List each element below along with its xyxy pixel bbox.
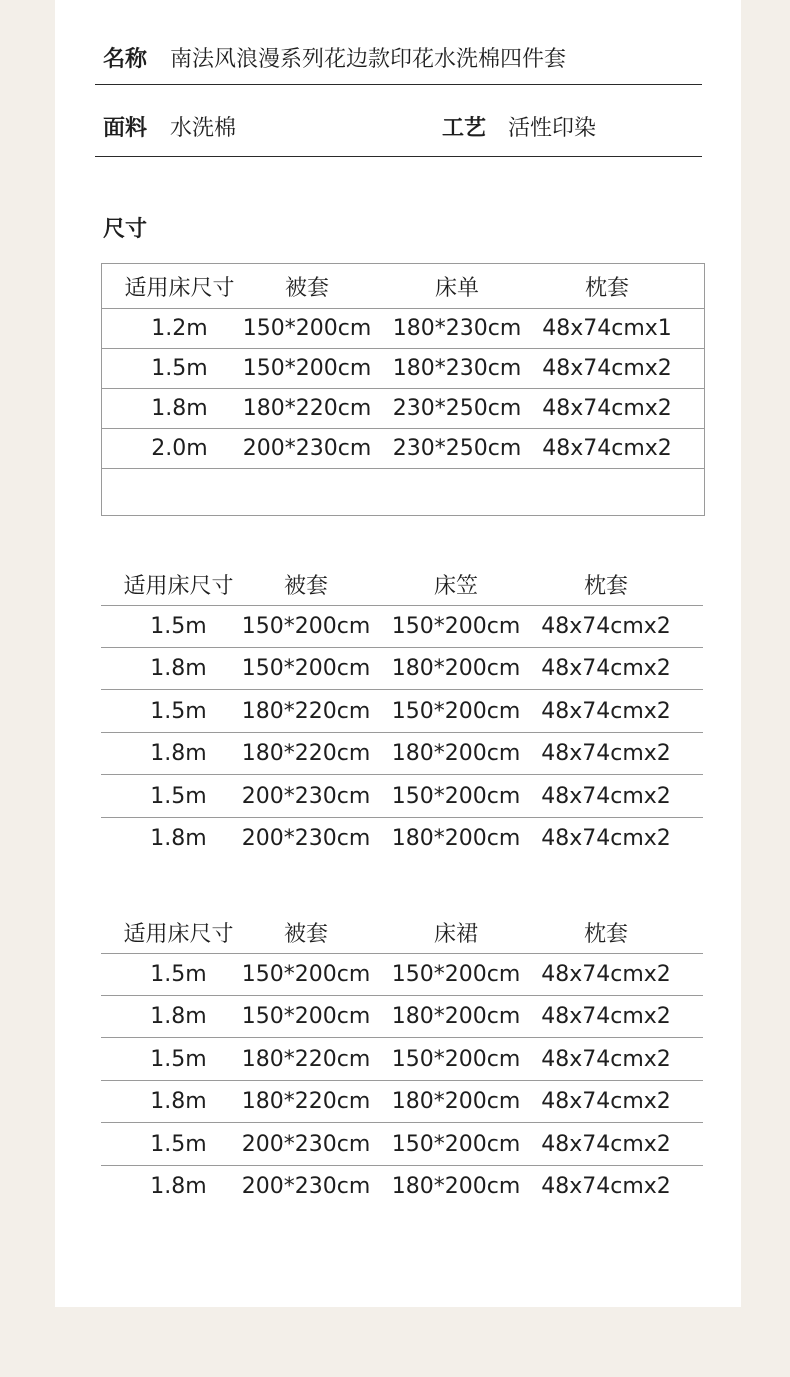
cell-duvet: 180*220cm [241, 1046, 371, 1072]
table-row [101, 1123, 703, 1166]
table-row [101, 818, 703, 858]
table-row [101, 996, 703, 1038]
cell-fitted-sheet: 180*200cm [391, 741, 521, 766]
header-bed-size: 适用床尺寸 [123, 921, 234, 947]
cell-pillowcase: 48x74cmx2 [542, 436, 672, 461]
product-spec-card [55, 0, 741, 1307]
cell-bed-skirt: 180*200cm [391, 1089, 521, 1114]
cell-pillowcase: 48x74cmx2 [542, 356, 672, 381]
cell-pillowcase: 48x74cmx2 [541, 698, 671, 724]
cell-duvet: 150*200cm [241, 656, 371, 681]
cell-bed-size: 1.5m [151, 356, 208, 381]
table-row [101, 733, 703, 775]
cell-pillowcase [532, 469, 682, 515]
cell-duvet: 150*200cm [241, 1004, 371, 1029]
cell-pillowcase: 48x74cmx2 [542, 396, 672, 421]
cell-pillowcase: 48x74cmx2 [541, 825, 671, 851]
cell-bed-size: 1.8m [150, 656, 207, 681]
craft-label: 工艺 [442, 116, 487, 141]
table-row [102, 429, 704, 469]
cell-bed-size: 1.5m [150, 962, 207, 987]
header-pillowcase: 枕套 [584, 275, 629, 301]
table-row [101, 606, 703, 648]
table-row [102, 349, 704, 389]
cell-duvet: 150*200cm [242, 356, 372, 381]
cell-bed-skirt: 150*200cm [391, 1131, 521, 1157]
cell-pillowcase: 48x74cmx2 [541, 1004, 671, 1029]
cell-pillowcase: 48x74cmx2 [541, 656, 671, 681]
cell-sheet: 230*250cm [392, 396, 522, 421]
size-table-fitted-sheet [101, 563, 703, 858]
size-table-bed-skirt [101, 911, 703, 1206]
cell-duvet [232, 469, 382, 515]
cell-bed-size: 1.8m [150, 1004, 207, 1029]
product-name-row [95, 26, 702, 85]
cell-pillowcase: 48x74cmx2 [541, 1089, 671, 1114]
cell-bed-skirt: 150*200cm [391, 1046, 521, 1072]
header-duvet: 被套 [283, 921, 328, 947]
cell-sheet [382, 469, 532, 515]
fabric-value: 水洗棉 [170, 116, 237, 141]
table-row-empty [102, 469, 704, 515]
table-row [101, 1081, 703, 1123]
size-table-sheet [101, 263, 705, 516]
cell-fitted-sheet: 150*200cm [391, 614, 521, 639]
fabric-label: 面料 [103, 116, 148, 141]
cell-duvet: 180*220cm [242, 396, 372, 421]
cell-duvet: 150*200cm [241, 962, 371, 987]
cell-pillowcase: 48x74cmx2 [541, 1046, 671, 1072]
cell-pillowcase: 48x74cmx2 [541, 1131, 671, 1157]
cell-sheet: 230*250cm [392, 436, 522, 461]
cell-bed-skirt: 180*200cm [391, 1173, 521, 1199]
cell-duvet: 150*200cm [241, 614, 371, 639]
table-header [102, 264, 704, 309]
cell-fitted-sheet: 180*200cm [391, 825, 521, 851]
cell-fitted-sheet: 150*200cm [391, 783, 521, 809]
cell-pillowcase: 48x74cmx2 [541, 783, 671, 809]
table-row [101, 648, 703, 690]
cell-pillowcase: 48x74cmx2 [541, 614, 671, 639]
cell-bed-size: 2.0m [151, 436, 208, 461]
cell-bed-size: 1.8m [150, 825, 207, 851]
header-bed-size: 适用床尺寸 [123, 573, 234, 599]
cell-pillowcase: 48x74cmx1 [542, 316, 672, 341]
cell-bed-size: 1.5m [150, 783, 207, 809]
cell-bed-skirt: 180*200cm [391, 1004, 521, 1029]
cell-fitted-sheet: 150*200cm [391, 698, 521, 724]
table-row [102, 389, 704, 429]
cell-pillowcase: 48x74cmx2 [541, 962, 671, 987]
size-section-title: 尺寸 [103, 217, 148, 242]
cell-duvet: 200*230cm [241, 783, 371, 809]
table-row [101, 1038, 703, 1081]
cell-bed-size: 1.5m [150, 614, 207, 639]
cell-duvet: 200*230cm [242, 436, 372, 461]
cell-bed-size: 1.5m [150, 1131, 207, 1157]
craft-value: 活性印染 [508, 116, 597, 141]
header-pillowcase: 枕套 [583, 921, 628, 947]
table-row [101, 954, 703, 996]
table-row [101, 690, 703, 733]
cell-sheet: 180*230cm [392, 316, 522, 341]
cell-duvet: 200*230cm [241, 825, 371, 851]
cell-duvet: 200*230cm [241, 1131, 371, 1157]
table-header [101, 563, 703, 606]
cell-duvet: 180*220cm [241, 698, 371, 724]
header-duvet: 被套 [283, 573, 328, 599]
cell-bed-size: 1.5m [150, 1046, 207, 1072]
cell-duvet: 150*200cm [242, 316, 372, 341]
header-pillowcase: 枕套 [583, 573, 628, 599]
product-name-label: 名称 [103, 47, 148, 72]
cell-sheet: 180*230cm [392, 356, 522, 381]
cell-bed-size: 1.8m [150, 1173, 207, 1199]
table-row [102, 309, 704, 349]
cell-duvet: 200*230cm [241, 1173, 371, 1199]
cell-bed-size: 1.2m [151, 316, 208, 341]
cell-fitted-sheet: 180*200cm [391, 656, 521, 681]
table-row [101, 1166, 703, 1206]
cell-bed-skirt: 150*200cm [391, 962, 521, 987]
cell-duvet: 180*220cm [241, 1089, 371, 1114]
cell-bed-size: 1.8m [150, 741, 207, 766]
cell-pillowcase: 48x74cmx2 [541, 1173, 671, 1199]
material-row [95, 94, 702, 157]
header-bed-size: 适用床尺寸 [124, 275, 235, 301]
header-sheet: 床单 [434, 275, 479, 301]
cell-bed-size: 1.8m [151, 396, 208, 421]
header-duvet: 被套 [284, 275, 329, 301]
product-name-value: 南法风浪漫系列花边款印花水洗棉四件套 [170, 47, 567, 72]
table-row [101, 775, 703, 818]
table-header [101, 911, 703, 954]
cell-bed-size: 1.8m [150, 1089, 207, 1114]
cell-bed-size: 1.5m [150, 698, 207, 724]
cell-duvet: 180*220cm [241, 741, 371, 766]
header-bed-skirt: 床裙 [433, 921, 478, 947]
cell-pillowcase: 48x74cmx2 [541, 741, 671, 766]
header-fitted-sheet: 床笠 [433, 573, 478, 599]
